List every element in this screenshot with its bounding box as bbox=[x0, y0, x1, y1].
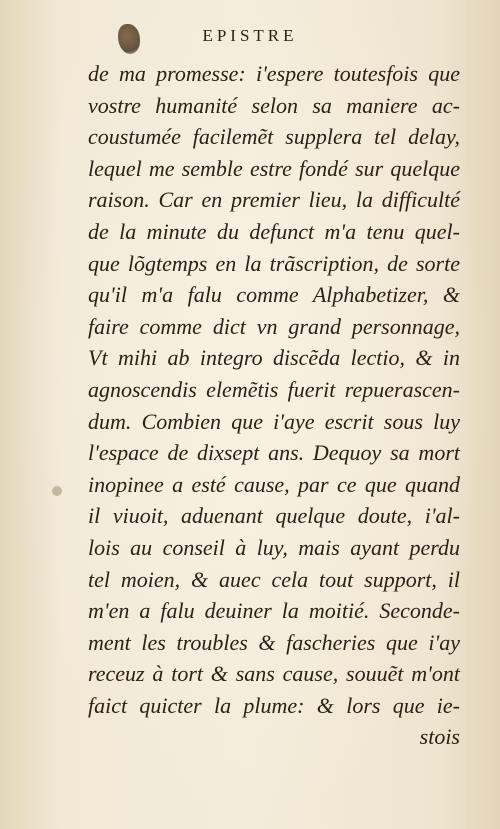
text-line: de ma promesse: i'espere toutesfois que bbox=[88, 61, 460, 86]
text-line: de la minute du defunct m'a tenu quel- bbox=[88, 218, 460, 244]
text-line: l'espace de dixsept ans. Dequoy sa mort bbox=[88, 440, 460, 466]
running-head: EPISTRE bbox=[202, 26, 298, 45]
text-line: tel moien, & auec cela tout support, il bbox=[88, 566, 460, 592]
text-line: ment les troubles & fascheries que i'ay bbox=[88, 629, 460, 655]
body-text bbox=[88, 58, 460, 753]
text-line: coustumée facilemẽt supplera tel delay, bbox=[88, 124, 460, 150]
text-line: faire comme dict vn grand personnage, bbox=[88, 313, 460, 339]
text-line: receuz à tort & sans cause, souuẽt m'ont bbox=[88, 661, 460, 687]
text-line: raison. Car en premier lieu, la difficulté bbox=[88, 187, 460, 213]
catchword: stois bbox=[419, 724, 460, 750]
text-line: agnoscendis elemẽtis fuerit repuerascen- bbox=[88, 376, 460, 402]
text-line: faict quicter la plume: & lors que ie- bbox=[88, 692, 460, 718]
text-line: que lõgtemps en la trãscription, de sorte bbox=[88, 250, 460, 276]
text-line: inopinee a esté cause, par ce que quand bbox=[88, 471, 460, 497]
paper-stain bbox=[52, 486, 62, 496]
text-line: m'en a falu deuiner la moitié. Seconde- bbox=[88, 598, 460, 624]
text-line: qu'il m'a falu comme Alphabetizer, & bbox=[88, 282, 460, 308]
text-line: dum. Combien que i'aye escrit sous luy bbox=[88, 408, 460, 434]
text-line: il viuoit, aduenant quelque doute, i'al- bbox=[88, 503, 460, 529]
text-line: lois au conseil à luy, mais ayant perdu bbox=[88, 534, 460, 560]
text-line: vostre humanité selon sa maniere ac- bbox=[88, 92, 460, 118]
text-line: lequel me semble estre fondé sur quelque bbox=[88, 155, 460, 181]
text-line: Vt mihi ab integro discẽda lectio, & in bbox=[88, 345, 460, 371]
